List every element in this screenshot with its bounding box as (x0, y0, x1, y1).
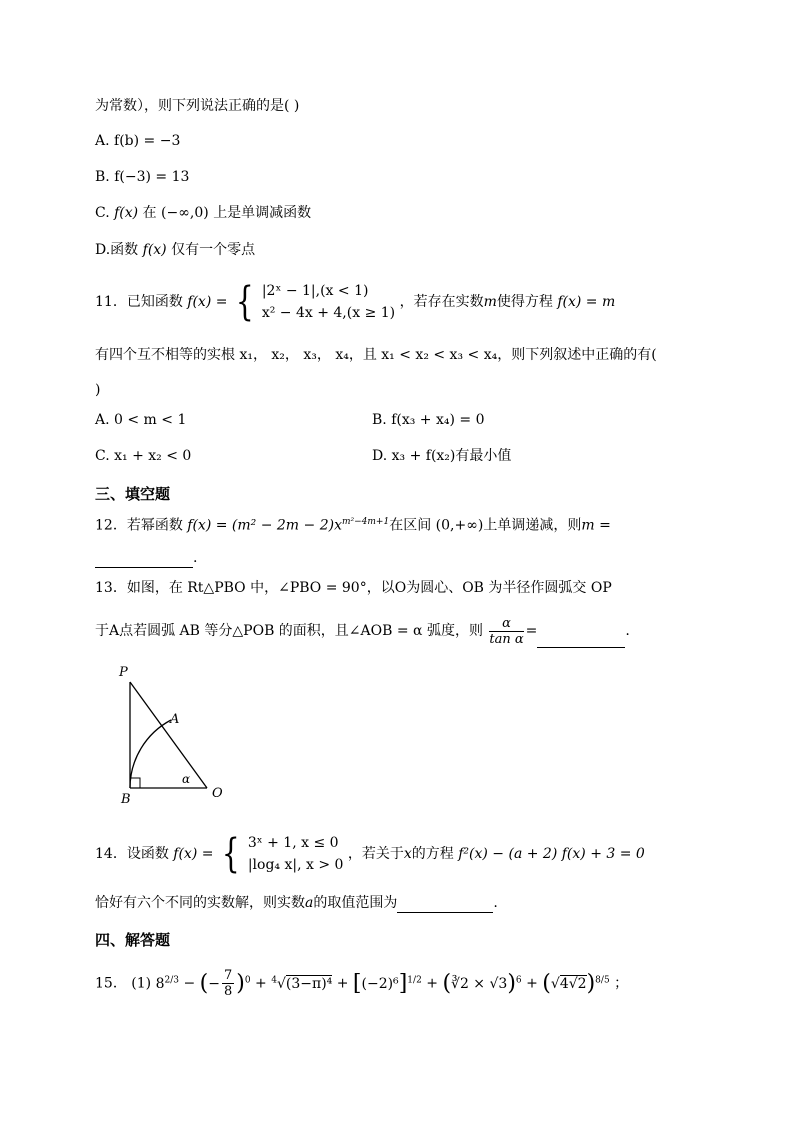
q15-term-5: (∛2 × √3)$^6$ (442, 970, 522, 996)
q15-term-1: $8^{2/3}$ (155, 975, 180, 992)
q11-option-b: B. f(x₃ + x₄) = 0 (372, 412, 485, 428)
q15-part: (1) (131, 975, 152, 992)
q12-end: . (193, 550, 198, 566)
q10-option-a: A. f(b) = −3 (95, 133, 181, 149)
q13-triangle-figure (112, 662, 242, 807)
q12-suffix: 上单调递减，则 (483, 517, 582, 534)
q12-mid: 在区间 (389, 517, 432, 534)
q14-stem (95, 832, 645, 876)
q13-line-2 (95, 614, 630, 648)
q10-d-prefix: D.函数 (95, 242, 139, 258)
q11-cases (262, 280, 395, 324)
q10-option-d (95, 240, 255, 260)
q12-m: m = (581, 517, 611, 534)
q15-term-3: $^4$√(3−π)⁴ (271, 975, 333, 992)
q15-term-2: (− $\frac{7}{8}$ )$^0$ (199, 968, 251, 1000)
q11-equation: f(x) = m (557, 294, 616, 310)
brace-icon: { (235, 279, 254, 325)
q11-number: 11．已知函数 (95, 294, 183, 310)
q11-option-d (372, 446, 511, 466)
q15-plus-3: + (426, 975, 438, 992)
q10-option-c (95, 203, 311, 223)
q14-after: ，若关于 (347, 846, 404, 862)
q15-end: ； (614, 975, 629, 992)
q14-line-2b: 的取值范围为 (313, 895, 398, 911)
q14-a: a (305, 895, 314, 911)
q10-c-mid: 在 (142, 205, 157, 221)
q15-number: 15． (95, 975, 127, 992)
q10-d-expr: f(x) (142, 242, 167, 258)
q15-stem (95, 958, 628, 1002)
q11-option-a: A. 0 < m < 1 (95, 412, 187, 428)
q11-m: m (483, 294, 497, 310)
q12-blank[interactable] (95, 553, 193, 568)
q11-stem (95, 280, 615, 324)
q10-d-suffix: 仅有一个零点 (171, 242, 256, 258)
q13-frac-den: tan α (489, 631, 524, 647)
q14-case-1: 3ˣ + 1, x ≤ 0 (247, 835, 339, 851)
right-angle-mark (130, 778, 140, 788)
q14-fx: f(x) = (173, 846, 214, 862)
q14-end: . (493, 895, 498, 911)
q14-number: 14．设函数 (95, 846, 169, 862)
q11-case-1: |2ˣ − 1|,(x < 1) (261, 283, 369, 299)
q10-c-suffix: 上是单调减函数 (213, 205, 312, 221)
q14-line-2a: 恰好有六个不同的实数解，则实数 (95, 895, 305, 911)
q14-piecewise (218, 832, 344, 876)
segment-po (130, 682, 207, 788)
q14-equation: f²(x) − (a + 2) f(x) + 3 = 0 (458, 846, 645, 862)
q14-x: x (403, 846, 412, 862)
section-answer-heading: 四、解答题 (95, 931, 171, 949)
q14-case-2: |log₄ x|, x > 0 (247, 857, 344, 873)
q13-end: . (625, 623, 630, 639)
q10-option-b: B. f(−3) = 13 (95, 169, 190, 185)
q13-blank[interactable] (537, 633, 625, 648)
q15-plus-4: + (526, 975, 538, 992)
q14-line-2 (95, 893, 498, 913)
q10-c-interval: (−∞,0) (161, 205, 209, 221)
brace-icon: { (221, 831, 240, 877)
q10-c-prefix: C. (95, 205, 110, 221)
q11-piecewise (232, 280, 395, 324)
q15-plus-2: + (336, 975, 349, 992)
q11-fx: f(x) = (187, 294, 228, 310)
q12-prefix: 12．若幂函数 (95, 517, 183, 534)
section-fill-in-heading: 三、填空题 (95, 485, 171, 503)
q11-option-c: C. x₁ + x₂ < 0 (95, 448, 192, 464)
q15-term-4: $[(-2)^6]^{1/2}$ (352, 970, 422, 996)
q13-line-1: 13．如图，在 Rt△PBO 中，∠PBO = 90°，以O为圆心、OB 为半径作圆弧交 OP (95, 580, 612, 596)
q11-line-3: ) (95, 382, 101, 398)
q12-expr: f(x) = (m² − 2m − 2) (187, 517, 335, 534)
label-alpha: α (182, 772, 191, 786)
q10-tail: 为常数），则下列说法正确的是( ) (95, 98, 300, 114)
q12-stem (95, 512, 611, 536)
q13-fraction (489, 616, 523, 647)
q14-cases (248, 832, 344, 876)
q11-case-2: x² − 4x + 4,(x ≥ 1) (261, 305, 396, 321)
label-o: O (212, 786, 223, 801)
q11-d-prefix: D. x₃ + f(x₂) (372, 448, 456, 464)
q12-x: x (334, 517, 342, 534)
q13-line-2a: 于A点若圆弧 AB 等分△POB 的面积，且∠AOB = α 弧度，则 (95, 623, 483, 639)
label-a: A (170, 712, 180, 727)
q15-minus: − (183, 975, 196, 992)
label-p: P (119, 665, 128, 680)
q13-eq: = (525, 623, 538, 639)
q11-d-suffix: 有最小值 (455, 448, 512, 464)
q12-interval: (0,+∞) (435, 517, 484, 534)
label-b: B (121, 792, 131, 807)
q15-term-6: $(√4√2)^{8/5}$ (542, 970, 610, 996)
q11-after: ，若存在实数 (399, 294, 484, 310)
q11-after2: 使得方程 (496, 294, 553, 310)
q10-c-expr: f(x) (114, 205, 139, 221)
q13-frac-num: α (489, 616, 523, 632)
q12-answer-line (95, 548, 197, 568)
q14-blank[interactable] (397, 898, 493, 913)
q14-after2: 的方程 (411, 846, 454, 862)
q15-plus-1: + (255, 975, 267, 992)
q11-line-2: 有四个互不相等的实根 x₁， x₂， x₃， x₄，且 x₁ < x₂ < x₃ < x₄，则下列叙述中正确的有( (95, 347, 657, 363)
q12-exponent: m²−4m+1 (341, 517, 390, 527)
